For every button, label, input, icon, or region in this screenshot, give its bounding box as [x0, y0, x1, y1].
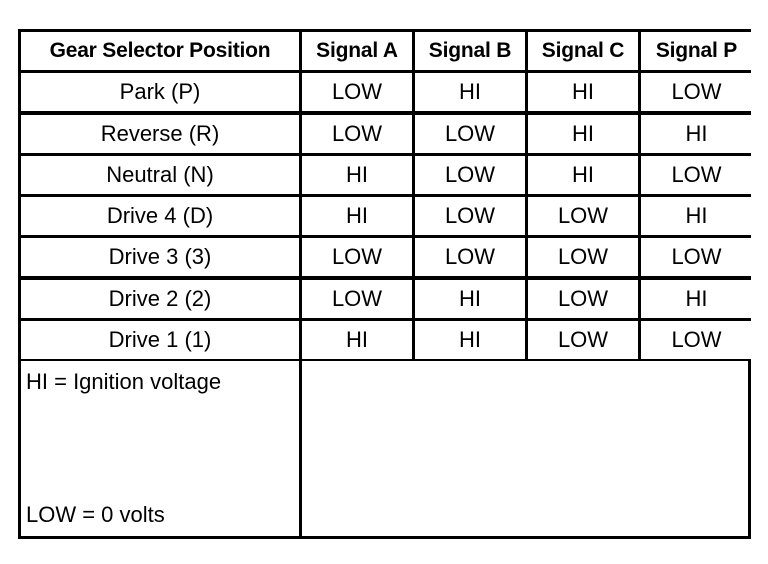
- row-drive4-signal-b: LOW: [415, 197, 525, 235]
- row-reverse-signal-c: HI: [528, 115, 638, 153]
- row-drive4-signal-p: HI: [641, 197, 752, 235]
- signal-table: [21, 32, 748, 359]
- row-drive2-signal-a: LOW: [302, 280, 412, 318]
- row-drive3-position: Drive 3 (3): [21, 238, 299, 276]
- row-drive3-signal-c: LOW: [528, 238, 638, 276]
- header-signal-c: Signal C: [528, 32, 638, 70]
- row-drive1-position: Drive 1 (1): [21, 321, 299, 359]
- header-signal-b: Signal B: [415, 32, 525, 70]
- row-drive1-signal-p: LOW: [641, 321, 752, 359]
- row-park-signal-p: LOW: [641, 73, 752, 111]
- legend-hi-definition: HI = Ignition voltage: [26, 369, 222, 394]
- row-park-signal-b: HI: [415, 73, 525, 111]
- row-drive2-signal-b: HI: [415, 280, 525, 318]
- table-footer: [21, 361, 748, 536]
- legend-cell: [21, 361, 299, 536]
- row-drive2-signal-p: HI: [641, 280, 752, 318]
- row-drive3-signal-a: LOW: [302, 238, 412, 276]
- row-park-signal-a: LOW: [302, 73, 412, 111]
- row-reverse-signal-b: LOW: [415, 115, 525, 153]
- row-reverse-signal-p: HI: [641, 115, 752, 153]
- empty-footer-cell: [302, 361, 748, 536]
- header-signal-a: Signal A: [302, 32, 412, 70]
- row-drive4-signal-c: LOW: [528, 197, 638, 235]
- row-reverse-position: Reverse (R): [21, 115, 299, 153]
- row-drive1-signal-b: HI: [415, 321, 525, 359]
- row-reverse-signal-a: LOW: [302, 115, 412, 153]
- row-neutral-signal-b: LOW: [415, 156, 525, 194]
- row-drive4-signal-a: HI: [302, 197, 412, 235]
- row-drive3-signal-p: LOW: [641, 238, 752, 276]
- row-drive2-signal-c: LOW: [528, 280, 638, 318]
- row-drive3-signal-b: LOW: [415, 238, 525, 276]
- row-neutral-signal-c: HI: [528, 156, 638, 194]
- row-park-position: Park (P): [21, 73, 299, 111]
- row-drive2-position: Drive 2 (2): [21, 280, 299, 318]
- row-neutral-signal-a: HI: [302, 156, 412, 194]
- row-park-signal-c: HI: [528, 73, 638, 111]
- legend-low-definition: LOW = 0 volts: [26, 502, 165, 527]
- row-neutral-signal-p: LOW: [641, 156, 752, 194]
- row-neutral-position: Neutral (N): [21, 156, 299, 194]
- row-drive4-position: Drive 4 (D): [21, 197, 299, 235]
- row-drive1-signal-a: HI: [302, 321, 412, 359]
- signal-table-frame: [18, 29, 751, 539]
- header-signal-p: Signal P: [641, 32, 752, 70]
- row-drive1-signal-c: LOW: [528, 321, 638, 359]
- header-gear-position: Gear Selector Position: [21, 32, 299, 70]
